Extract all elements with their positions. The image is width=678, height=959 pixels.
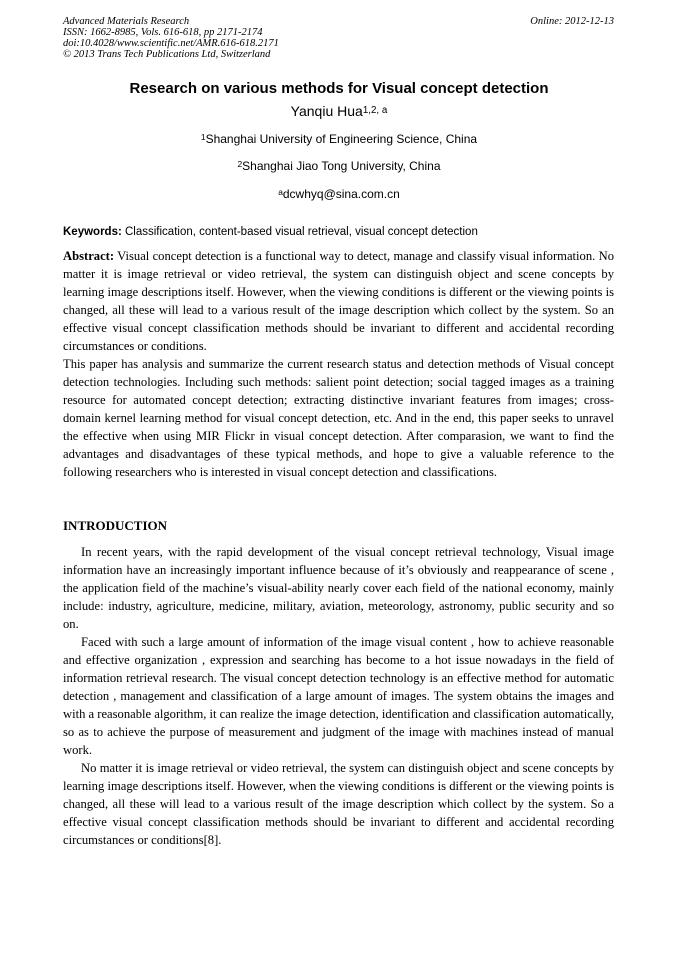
introduction-body [63,543,614,849]
abstract-paragraph-2: This paper has analysis and summarize the current research status and detection methods of Visual concept detection technologies. Including such methods: salient point detection; social tagged images as a training resource for automated concept detection; extracting distinctive invariant features from images; cross-domain kernel learning method for visual concept detection, etc. And in the end, this paper seeks to unravel the effective when using MIR Flickr in visual concept detection. After comparasion, we want to find the advantages and disadvantages of these typical methods, and hope to give a valuable reference to the following researchers who is interested in visual concept detection and classifications. [63,357,614,479]
keywords-text: Classification, content-based visual retrieval, visual concept detection [121,226,478,238]
author-email [0,187,678,201]
introduction-heading: INTRODUCTION [63,518,168,533]
email-text[interactable]: dcwhyq@sina.com.cn [282,187,400,201]
abstract-label: Abstract: [63,249,115,263]
introduction-paragraph-2: Faced with such a large amount of information of the image visual content , how to achieve reasonable and effective organization , expression and searching has become to a hot issue nowadays in the field of information retrieval research. The visual concept detection technology is an effective method for automatic detection , management and classification of a large amount of images. The system obtains the images and with a reasonable algorithm, it can realize the image detection, identification and classification automatically, so as to achieve the purpose of measurement and judgment of the image with machines instead of manual work. [63,635,614,757]
copyright-line: © 2013 Trans Tech Publications Ltd, Switzerland [63,49,271,60]
journal-name: Advanced Materials Research [63,16,190,27]
introduction-paragraph-1: In recent years, with the rapid development of the visual concept retrieval technology, Visual image information have an increasingly important influence because of it’s obviously and reappearance of scene , the application field of the machine’s visual-ability nearly cover each field of the national economy, mainly include: industry, agriculture, medicine, military, aviation, meteorology, astronomy, public security and so on. [63,545,614,631]
affiliation-1 [0,132,678,146]
doi-line[interactable]: doi:10.4028/www.scientific.net/AMR.616-618.2171 [63,38,279,49]
paper-title: Research on various methods for Visual concept detection [129,80,549,97]
introduction-paragraph-3: No matter it is image retrieval or video retrieval, the system can distinguish object and scene concepts by learning image descriptions itself. However, when the viewing conditions is different or the viewing points is changed, all these will lead to a various result of the image description which collect by the system. So a effective visual concept classification methods should be invariant to different and accidental recording circumstances or conditions[8]. [63,761,614,847]
author-marks: 1,2, a [362,104,388,116]
abstract [63,247,614,481]
journal-header [63,16,279,60]
affiliation-mark: 2 [237,159,243,170]
abstract-text-1: Visual concept detection is a functional way to detect, manage and classify visual information. No matter it is image retrieval or video retrieval, the system can distinguish object and scene concepts by learning image descriptions itself. However, when the viewing conditions is different or the viewing points is changed, all these will lead to a various result of the image description which collect by the system. So an effective visual concept classification methods should be invariant to different and accidental recording circumstances or conditions. [63,249,614,353]
affiliation-text: Shanghai Jiao Tong University, China [242,159,441,173]
affiliation-2 [0,159,678,173]
email-mark: a [278,187,283,198]
affiliation-mark: 1 [200,132,206,143]
keywords [63,226,615,238]
author-line [0,103,678,119]
online-date: Online: 2012-12-13 [530,16,614,27]
issn-line: ISSN: 1662-8985, Vols. 616-618, pp 2171-2174 [63,27,263,38]
abstract-paragraph-1 [63,247,614,355]
author-name: Yanqiu Hua [290,103,363,119]
affiliation-text: Shanghai University of Engineering Science, China [205,132,478,146]
keywords-label: Keywords: [63,226,122,238]
